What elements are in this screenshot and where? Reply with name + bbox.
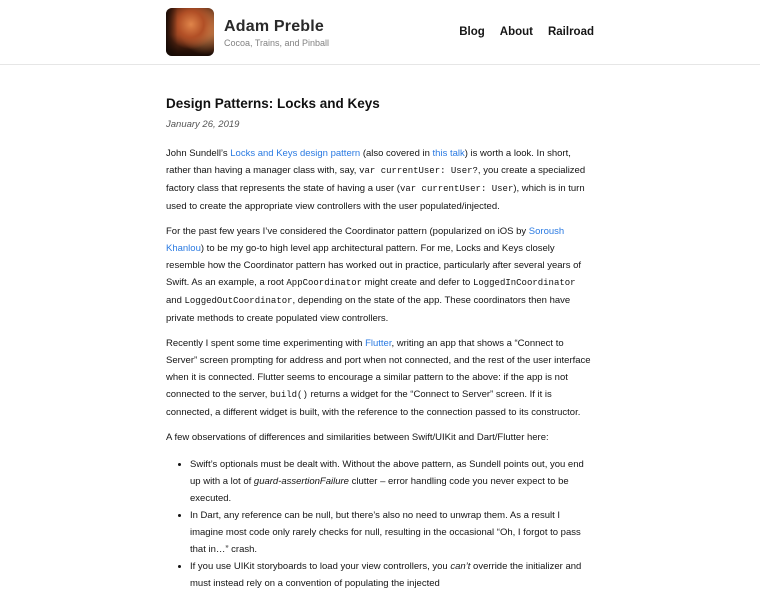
post-body <box>166 145 594 592</box>
inline-code: build() <box>270 390 308 400</box>
post-title: Design Patterns: Locks and Keys <box>166 96 380 111</box>
inline-link[interactable]: this talk <box>432 148 465 159</box>
nav-item-railroad[interactable]: Railroad <box>547 26 594 38</box>
paragraph: John Sundell’s Locks and Keys design pattern (also covered in this talk) is worth a look. In short, rather than having a manager class with, say, var currentUser: User?, you create a specialized factory class that represents the state of having a user (var currentUser: User), which is in turn used to create the appropriate view controllers with the user populated/injected. <box>166 148 586 212</box>
paragraph: A few observations of differences and similarities between Swift/UIKit and Dart/Flutter here: <box>166 432 549 443</box>
inline-code: var currentUser: User? <box>359 166 478 176</box>
page-content <box>166 65 594 592</box>
inline-code: LoggedOutCoordinator <box>184 296 293 306</box>
inline-code: var currentUser: User <box>399 184 514 194</box>
avatar-photo <box>166 8 214 56</box>
post-date: January 26, 2019 <box>166 119 240 130</box>
site-nav <box>459 26 594 38</box>
paragraph: Recently I spent some time experimenting with Flutter, writing an app that shows a “Connect to Server” screen prompting for address and port when not connected, and the rest of the user interface when it is connected. Flutter seems to encourage a similar pattern to the above: if the app is not connected to the server, build() returns a widget for the “Connect to Server” screen. If it is connected, a different widget is built, with the reference to the connection passed to its constructor. <box>166 338 591 418</box>
inline-link[interactable]: Flutter <box>365 338 392 349</box>
post <box>166 95 594 592</box>
site-subtitle: Cocoa, Trains, and Pinball <box>224 37 330 48</box>
site-title-link[interactable] <box>224 17 329 48</box>
paragraph: For the past few years I’ve considered the Coordinator pattern (popularized on iOS by Soroush Khanlou) to be my go-to high level app architectural pattern. For me, Locks and Keys closely resemble how the Coordinator pattern has worked out in practice, particularly after several years of Swift. As an example, a root AppCoordinator might create and defer to LoggedInCoordinator and LoggedOutCoordinator, depending on the state of the app. These coordinators then have private methods to create populated view controllers. <box>166 226 582 324</box>
site-avatar-link[interactable] <box>166 8 214 56</box>
nav-item-blog[interactable]: Blog <box>459 26 485 38</box>
inline-code: AppCoordinator <box>286 278 363 288</box>
emphasis-text: guard-assertionFailure <box>253 476 349 487</box>
inline-code: LoggedInCoordinator <box>472 278 576 288</box>
site-header <box>0 0 760 65</box>
inline-link[interactable]: Locks and Keys design pattern <box>230 148 361 159</box>
inline-link[interactable]: Soroush Khanlou <box>166 226 565 254</box>
list-item: • Swift’s optionals must be dealt with. Without the above pattern, as Sundell points out, you end up with a lot of guard-assertionFailure clutter – error handling code you never expect to be executed. <box>190 456 594 507</box>
list-item: • If you use UIKit storyboards to load your view controllers, you can’t override the initializer and must instead rely on a convention of populating the injected <box>190 558 594 592</box>
site-title[interactable]: Adam Preble <box>224 17 325 35</box>
list-item: • In Dart, any reference can be null, but there’s also no need to unwrap them. As a result I imagine most code only rarely checks for null, resulting in the occasional “Oh, I forgot to pass that in…” crash. <box>190 507 594 558</box>
nav-item-about[interactable]: About <box>499 26 533 38</box>
bullet-list <box>166 456 594 592</box>
emphasis-text: can’t <box>450 561 471 572</box>
